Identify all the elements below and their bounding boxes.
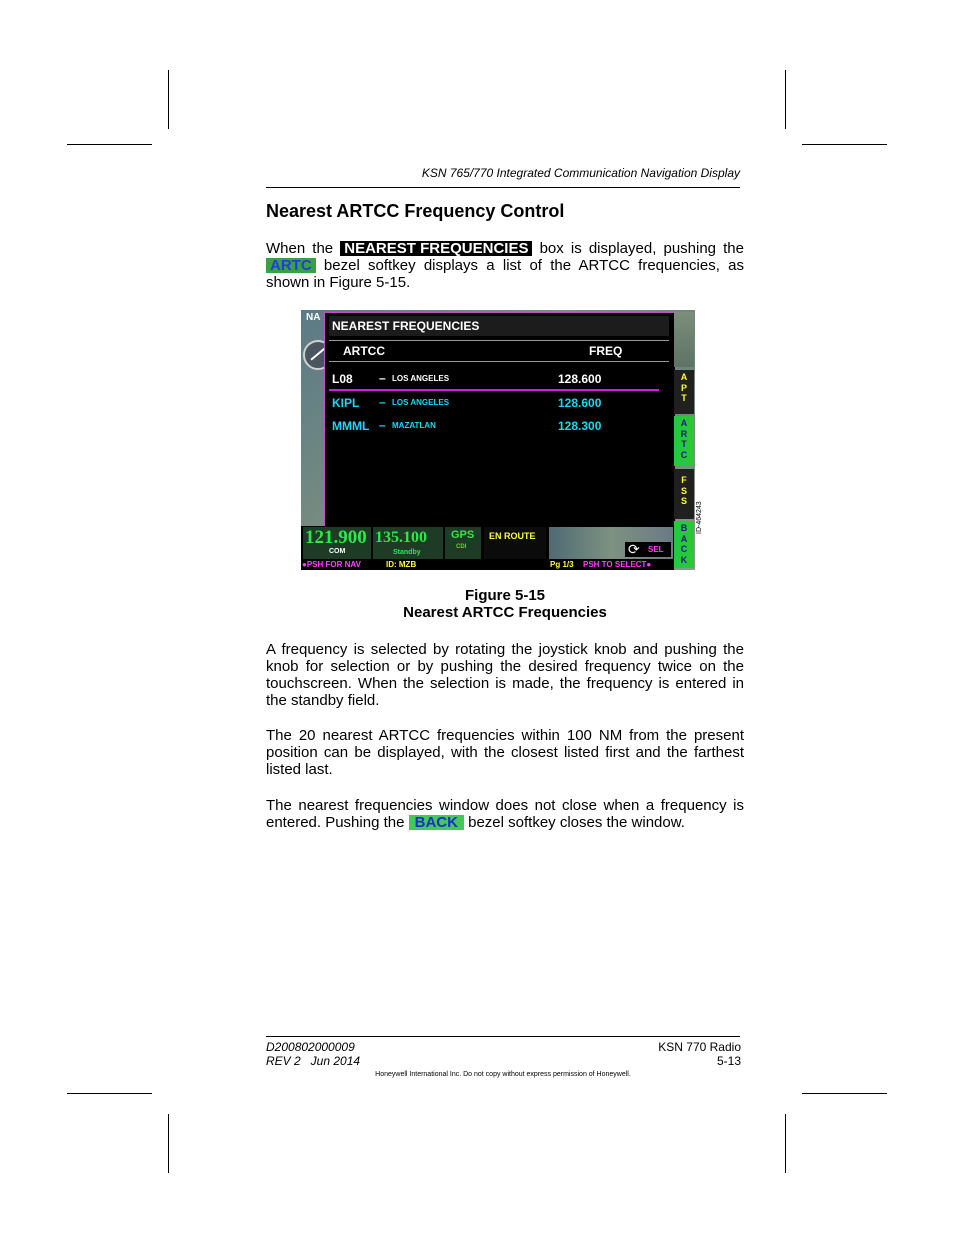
paragraph-text: The nearest frequencies window does not close when a frequency is entered. Pushing the [266, 797, 744, 831]
softkey-artc[interactable]: A R T C [674, 416, 694, 466]
push-to-select-msg: PSH TO SELECT● [583, 560, 652, 569]
crop-mark [802, 1093, 887, 1094]
softkey-back[interactable]: B A C K [674, 521, 694, 568]
crop-mark [168, 1114, 169, 1173]
crop-mark [785, 70, 786, 129]
station-id-msg: ID: MZB [386, 560, 417, 569]
com-label: COM [329, 548, 346, 555]
section-title: Nearest ARTCC Frequency Control [266, 201, 565, 221]
com-frequency: 121.900 [305, 527, 367, 548]
paragraph: The 20 nearest ARTCC frequencies within 100 NM from the present position can be displayed, with the closest listed first and the farthest listed last. [266, 727, 744, 778]
intro-text: When the [266, 240, 341, 257]
gps-label: GPS [451, 529, 475, 541]
page-number: 5-13 [716, 1054, 741, 1068]
artcc-frequency: 128.600 [558, 396, 602, 410]
artcc-name: LOS ANGELES [392, 398, 450, 407]
nearest-frequencies-key: NEAREST FREQUENCIES [340, 241, 532, 256]
column-freq: FREQ [589, 344, 623, 358]
copyright: Honeywell International Inc. Do not copy without express permission of Honeywell. [375, 1071, 631, 1078]
mode-label: EN ROUTE [489, 531, 536, 541]
bezel-softkeys [674, 312, 694, 568]
artc-key: ARTC [266, 258, 316, 273]
nearest-frequencies-display [301, 310, 695, 570]
column-header [329, 340, 669, 362]
map-thumbnail [549, 527, 673, 559]
running-header: KSN 765/770 Integrated Communication Navigation Display [421, 166, 740, 180]
frequency-row[interactable] [329, 368, 659, 391]
frequency-row[interactable] [329, 415, 659, 436]
figure-number: Figure 5-15 [464, 587, 546, 604]
cdi-label: CDI [456, 544, 467, 550]
revision: REV 2 Jun 2014 [266, 1054, 361, 1068]
page-indicator: Pg 1/3 [550, 560, 574, 569]
crop-mark [802, 144, 887, 145]
standby-label: Standby [393, 549, 421, 556]
gps-field[interactable] [445, 527, 481, 559]
row-dash: – [379, 418, 386, 432]
push-for-nav-msg: ●PSH FOR NAV [302, 560, 361, 569]
message-bar [301, 560, 674, 570]
intro-text: bezel softkey displays a list of the ARTCC frequencies, as shown in Figure 5-15. [266, 257, 744, 291]
header-rule [266, 187, 740, 188]
artcc-id: MMML [332, 419, 370, 433]
softkey-fss[interactable]: F S S [674, 469, 694, 519]
nearest-frequencies-window [324, 312, 676, 528]
image-id: ID-464243 [696, 501, 703, 534]
select-button[interactable] [625, 542, 671, 557]
product-name: KSN 770 Radio [658, 1040, 741, 1054]
nav-label: NA [306, 312, 321, 323]
doc-number: D200802000009 [266, 1040, 355, 1054]
column-artcc: ARTCC [343, 344, 385, 358]
paragraph: A frequency is selected by rotating the joystick knob and pushing the knob for selection or by pushing the desired frequency twice on the touchscreen. When the selection is made, the frequency is entered in the standby field. [266, 641, 744, 709]
paragraph-text: bezel softkey closes the window. [463, 814, 685, 831]
footer-rule [266, 1036, 740, 1037]
standby-field[interactable] [373, 527, 443, 559]
figure-title: Nearest ARTCC Frequencies [403, 604, 607, 621]
com-field[interactable] [303, 527, 371, 559]
select-label: SEL [648, 545, 664, 554]
crop-mark [168, 70, 169, 129]
artcc-id: KIPL [332, 396, 360, 410]
intro-text: box is displayed, pushing the [532, 240, 744, 257]
artcc-frequency: 128.300 [558, 419, 602, 433]
frequency-row[interactable] [329, 392, 659, 413]
mode-field [484, 527, 546, 559]
crop-mark [67, 1093, 152, 1094]
softkey-apt[interactable]: A P T [674, 370, 694, 414]
status-bar [301, 526, 674, 570]
crop-mark [67, 144, 152, 145]
row-dash: – [379, 395, 386, 409]
artcc-name: MAZATLAN [392, 421, 436, 430]
back-key: BACK [409, 815, 464, 830]
artcc-id: L08 [332, 372, 353, 386]
crop-mark [785, 1114, 786, 1173]
softkey-map-thumb [674, 312, 694, 367]
intro-paragraph [266, 240, 744, 291]
artcc-name: LOS ANGELES [392, 374, 450, 383]
artcc-frequency: 128.600 [558, 372, 602, 386]
rotate-icon: ⟳ [628, 541, 640, 557]
paragraph [266, 797, 744, 831]
standby-frequency: 135.100 [375, 529, 427, 546]
window-title: NEAREST FREQUENCIES [329, 316, 669, 336]
row-dash: – [379, 371, 386, 385]
